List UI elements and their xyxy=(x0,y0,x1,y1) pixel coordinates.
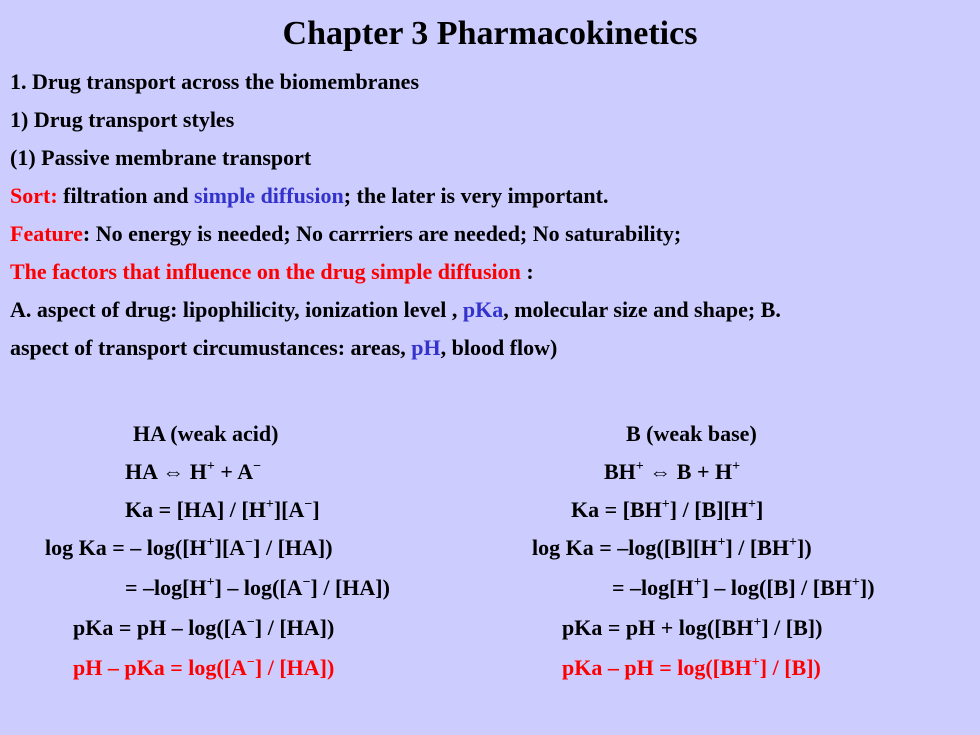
base-eq2-sup1: + xyxy=(661,497,670,512)
base-eq6-b: ] / [B]) xyxy=(759,655,821,680)
acid-eq2-sup1: + xyxy=(265,497,274,512)
base-eq3-a: log Ka = –log([B][H xyxy=(532,535,718,560)
acid-eq3-sup2: − xyxy=(245,535,254,550)
acid-equation-2 xyxy=(125,495,320,525)
acid-eq2-a: Ka = [HA] / [H xyxy=(125,497,266,522)
base-eq3-sup2: + xyxy=(789,535,797,550)
aspect-text-2: , molecular size and shape; B. xyxy=(503,297,781,322)
base-eq4-b: ] – log([B] / [BH xyxy=(701,575,852,600)
subsection-heading: 1) Drug transport styles xyxy=(10,107,235,132)
acid-equation-3 xyxy=(45,533,333,563)
acid-eq2-b: ][A xyxy=(273,497,305,522)
aspect-text-1: A. aspect of drug: lipophilicity, ionization level , xyxy=(10,297,463,322)
sort-label: Sort: xyxy=(10,183,58,208)
acid-eq5-sup: − xyxy=(246,615,255,630)
acid-eq4-sup1: + xyxy=(206,575,215,590)
acid-eq1-sup1: + xyxy=(206,459,215,474)
sort-line xyxy=(10,181,608,211)
acid-equation-4 xyxy=(125,573,390,603)
sort-highlight: simple diffusion xyxy=(193,183,344,208)
acid-eq3-sup1: + xyxy=(206,535,215,550)
transport-text-2: , blood flow) xyxy=(440,335,558,360)
acid-eq4-sup2: − xyxy=(302,575,311,590)
base-eq1-sup1: + xyxy=(635,459,644,474)
base-eq2-sup2: + xyxy=(747,497,756,512)
transport-text-1: aspect of transport circumustances: areas, xyxy=(10,335,412,360)
base-equation-4 xyxy=(612,573,875,603)
acid-eq5-b: ] / [HA]) xyxy=(254,615,335,640)
aspect-transport-line xyxy=(10,333,557,363)
base-eq3-sup1: + xyxy=(717,535,726,550)
acid-eq1-a: HA ⇔ H xyxy=(125,459,207,484)
base-eq1-b: ⇔ B + H xyxy=(643,459,733,484)
acid-eq6-a: pH – pKa = log([A xyxy=(73,655,247,680)
base-eq3-c: ]) xyxy=(797,535,812,560)
base-equation-6 xyxy=(562,653,821,683)
acid-eq6-b: ] / [HA]) xyxy=(254,655,335,680)
acid-equation-6 xyxy=(73,653,334,683)
base-eq3-b: ] / [BH xyxy=(725,535,790,560)
acid-eq3-c: ] / [HA]) xyxy=(253,535,333,560)
ph-highlight: pH xyxy=(411,335,441,360)
acid-equation-5 xyxy=(73,613,334,643)
acid-eq3-b: ][A xyxy=(214,535,246,560)
base-eq2-b: ] / [B][H xyxy=(669,497,748,522)
base-eq5-sup: + xyxy=(753,615,762,630)
acid-eq1-sup2: − xyxy=(253,459,262,474)
base-equation-3 xyxy=(532,533,812,563)
base-heading: B (weak base) xyxy=(626,421,757,446)
factors-label: The factors that influence on the drug simple diffusion xyxy=(10,259,521,284)
base-eq6-a: pKa – pH = log([BH xyxy=(562,655,752,680)
feature-line xyxy=(10,219,681,249)
base-eq2-a: Ka = [BH xyxy=(571,497,662,522)
base-eq4-c: ]) xyxy=(859,575,875,600)
acid-eq5-a: pKa = pH – log([A xyxy=(73,615,247,640)
feature-text: : No energy is needed; No carrriers are needed; No saturability; xyxy=(82,221,682,246)
acid-eq6-sup: − xyxy=(246,655,255,670)
acid-eq1-b: + A xyxy=(214,459,254,484)
base-equation-2 xyxy=(571,495,763,525)
sort-text-a: filtration and xyxy=(57,183,194,208)
acid-eq2-c: ] xyxy=(312,497,320,522)
base-eq6-sup: + xyxy=(751,655,760,670)
acid-heading: HA (weak acid) xyxy=(133,421,279,446)
factors-colon: : xyxy=(520,259,534,284)
base-eq4-sup2: + xyxy=(851,575,860,590)
base-eq5-b: ] / [B]) xyxy=(761,615,823,640)
pka-highlight: pKa xyxy=(462,297,504,322)
base-equation-1 xyxy=(604,457,740,487)
base-eq1-sup2: + xyxy=(732,459,741,474)
base-eq4-sup1: + xyxy=(693,575,702,590)
base-eq5-a: pKa = pH + log([BH xyxy=(562,615,754,640)
acid-equation-1 xyxy=(125,457,261,487)
sort-text-c: ; the later is very important. xyxy=(343,183,609,208)
acid-eq3-a: log Ka = – log([H xyxy=(45,535,207,560)
factors-line xyxy=(10,257,534,287)
section-heading: 1. Drug transport across the biomembranes xyxy=(10,69,420,94)
base-eq4-a: = –log[H xyxy=(612,575,694,600)
acid-eq2-sup2: − xyxy=(304,497,313,512)
base-eq1-a: BH xyxy=(604,459,636,484)
aspect-drug-line xyxy=(10,295,781,325)
base-equation-5 xyxy=(562,613,822,643)
acid-eq4-b: ] – log([A xyxy=(214,575,303,600)
acid-eq4-c: ] / [HA]) xyxy=(310,575,390,600)
topic-heading: (1) Passive membrane transport xyxy=(10,145,312,170)
base-eq2-c: ] xyxy=(755,497,764,522)
acid-eq4-a: = –log[H xyxy=(125,575,207,600)
slide-title: Chapter 3 Pharmacokinetics xyxy=(282,15,698,52)
feature-label: Feature xyxy=(10,221,83,246)
